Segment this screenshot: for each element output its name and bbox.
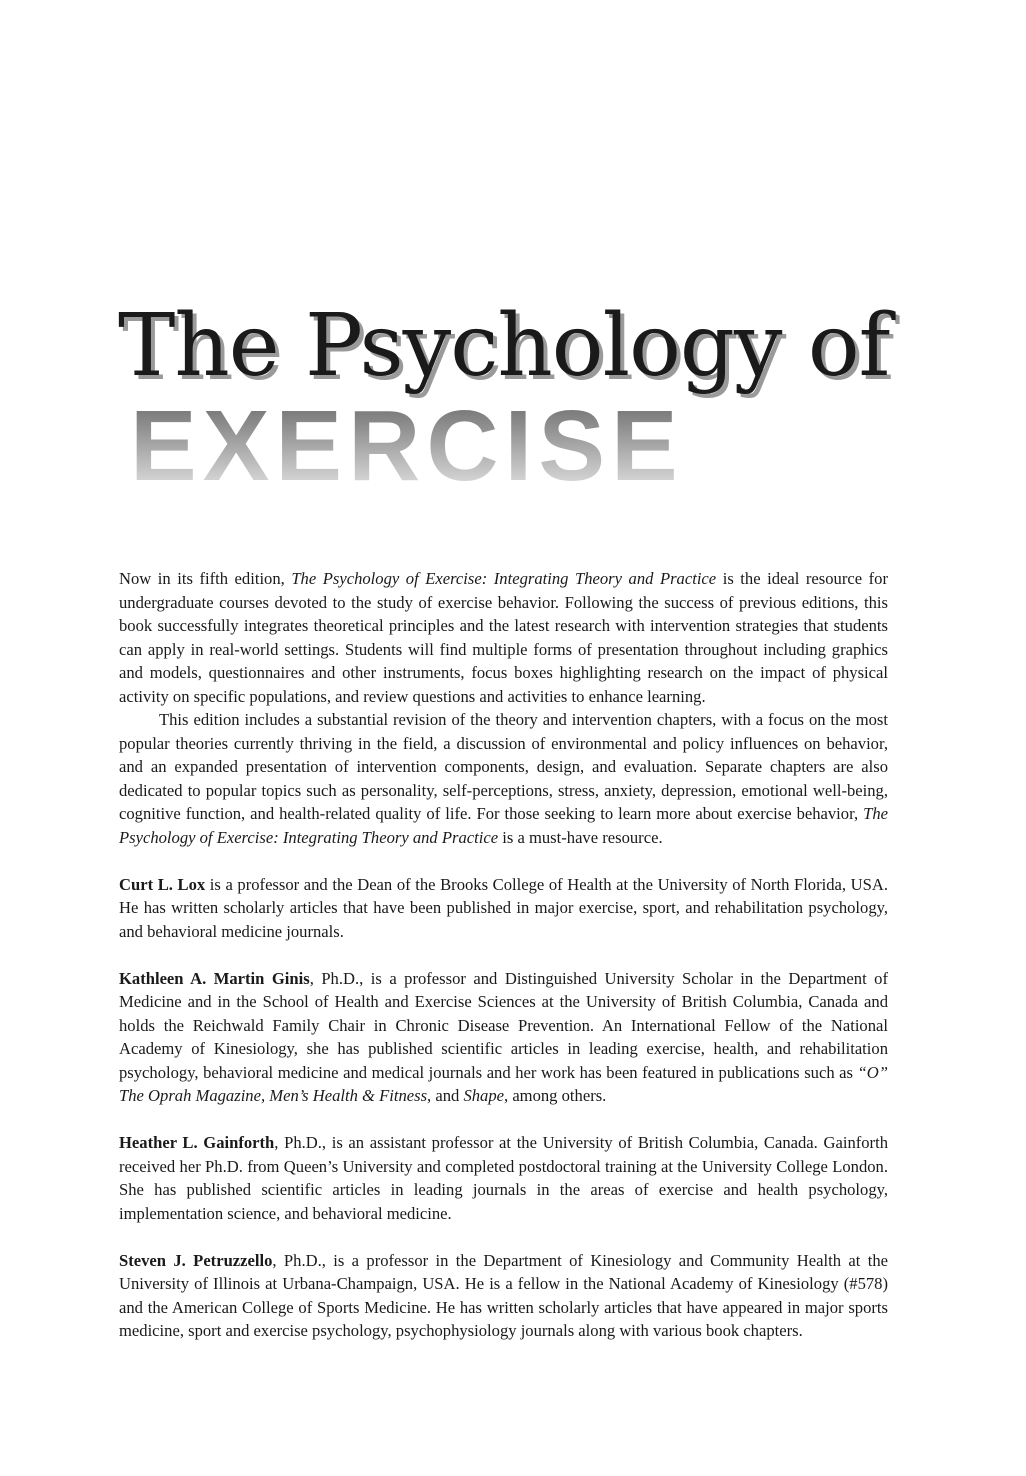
book-title: The Psychology of Exercise: Integrating Theory and Practice — [119, 804, 888, 847]
back-cover-text — [119, 567, 888, 1343]
author-name: Kathleen A. Martin Ginis — [119, 968, 310, 988]
author-name: Curt L. Lox — [119, 874, 206, 894]
publication-title: Shape — [463, 1086, 505, 1105]
publication-title: “O” The Oprah Magazine, Men’s Health & Fitness — [119, 1062, 888, 1105]
author-bio-petruzzello: Steven J. Petruzzello, Ph.D., is a professor in the Department of Kinesiology and Community Health at the University of Illinois at Urbana-Champaign, USA. He is a fellow in the National Academy of Kinesiology (#578) and the American College of Sports Medicine. He has written scholarly articles that have appeared in major sports medicine, sport and exercise psychology, psychophysiology journals along with various book chapters. — [119, 1250, 888, 1340]
author-bio-lox: Curt L. Lox is a professor and the Dean of the Brooks College of Health at the University of North Florida, USA. He has written scholarly articles that have been published in major exercise, sport, and rehabilitation psychology, and behavioral medicine journals. — [119, 874, 888, 941]
title-line-1: The Psychology of — [118, 296, 890, 396]
description-paragraph-2: This edition includes a substantial revision of the theory and intervention chapters, with a focus on the most popular theories currently thriving in the field, a discussion of environmental and policy influences on behavior, and an expanded presentation of intervention components, design, and evaluation. Separate chapters are also dedicated to popular topics such as personality, self-perceptions, stress, anxiety, depression, emotional well-being, cognitive function, and health-related quality of life. For those seeking to learn more about exercise behavior, The Psychology of Exercise: Integrating Theory and Practice is a must-have resource. — [119, 710, 888, 847]
title-line-2: EXERCISE — [130, 396, 900, 496]
author-bio-gainforth: Heather L. Gainforth, Ph.D., is an assistant professor at the University of British Columbia, Canada. Gainforth received her Ph.D. from Queen’s University and completed postdoctoral training at the University College London. She has published scientific articles in leading journals in the areas of exercise and health psychology, implementation science, and behavioral medicine. — [119, 1133, 888, 1223]
description-paragraph-1: Now in its fifth edition, The Psychology of Exercise: Integrating Theory and Practice is the ideal resource for undergraduate courses devoted to the study of exercise behavior. Following the success of previous editions, this book successfully integrates theoretical principles and the latest research with intervention strategies that students can apply in real-world settings. Students will find multiple forms of presentation throughout including graphics and models, questionnaires and other instruments, focus boxes highlighting research on the impact of physical activity on specific populations, and review questions and activities to enhance learning. — [119, 569, 888, 706]
author-name: Steven J. Petruzzello — [119, 1250, 273, 1270]
author-bio-martin-ginis: Kathleen A. Martin Ginis, Ph.D., is a professor and Distinguished University Scholar in the Department of Medicine and in the School of Health and Exercise Sciences at the University of British Columbia, Canada and holds the Reichwald Family Chair in Chronic Disease Prevention. An International Fellow of the National Academy of Kinesiology, she has published scientific articles in leading exercise, health, and rehabilitation psychology, behavioral medicine and medical journals and her work has been featured in publications such as “O” The Oprah Magazine, Men’s Health & Fitness, and Shape, among others. — [119, 968, 888, 1105]
author-name: Heather L. Gainforth — [119, 1133, 275, 1152]
book-title: The Psychology of Exercise: Integrating Theory and Practice — [291, 569, 717, 588]
